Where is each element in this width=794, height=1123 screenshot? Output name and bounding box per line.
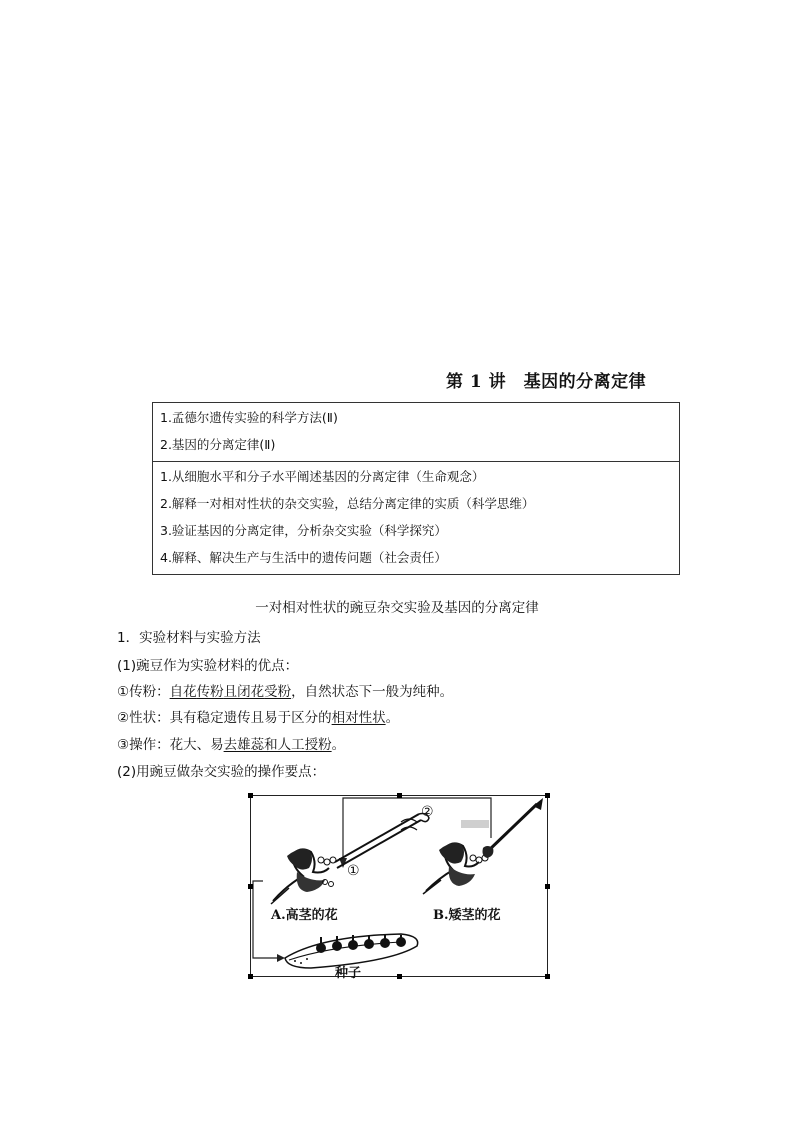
literacy-item: 2.解释一对相对性状的杂交实验，总结分离定律的实质（科学思维） — [160, 496, 535, 511]
underlined-text: 传粉 — [196, 684, 224, 700]
advantage-traits — [117, 706, 399, 726]
resize-handle[interactable] — [545, 974, 550, 979]
heading-experiment-materials: 1．实验材料与实验方法 — [117, 630, 261, 646]
label-tall-flower: A.高茎的花 — [271, 908, 338, 923]
advantage-operation — [117, 733, 345, 753]
resize-handle[interactable] — [397, 793, 402, 798]
underlined-answer: 去雄蕊和人工授粉 — [223, 737, 332, 753]
item-suffix: 。 — [385, 710, 400, 726]
flower-a-drawing — [271, 849, 336, 904]
resize-handle[interactable] — [545, 884, 550, 889]
subheading-advantages: (1)豌豆作为实验材料的优点： — [117, 658, 299, 674]
step-marker-2: ② — [421, 804, 434, 820]
flower-b-drawing — [423, 798, 543, 894]
forceps-drawing — [335, 814, 429, 869]
underlined-answer: 自花 — [169, 684, 197, 700]
subheading-operation-points: (2)用豌豆做杂交实验的操作要点： — [117, 764, 326, 780]
step-marker-1: ① — [347, 863, 360, 879]
underlined-text: 受粉 — [264, 684, 292, 700]
label-seed: 种子 — [335, 966, 362, 981]
literacy-item: 3.验证基因的分离定律，分析杂交实验（科学探究） — [160, 523, 447, 538]
item-prefix: ②性状：具有稳定遗传且易于区分的 — [117, 710, 332, 726]
resize-handle[interactable] — [248, 793, 253, 798]
item-suffix: 。 — [331, 737, 346, 753]
figure-drawing — [251, 796, 549, 978]
item-prefix: ③操作：花大、易 — [117, 737, 224, 753]
resize-handle[interactable] — [397, 974, 402, 979]
resize-handle[interactable] — [545, 793, 550, 798]
cross-pollination-figure — [250, 795, 548, 981]
label-dwarf-flower: B.矮茎的花 — [433, 908, 501, 923]
seed-arrow-head — [277, 954, 285, 962]
requirement-item: 1.孟德尔遗传实验的科学方法(Ⅱ) — [160, 410, 338, 425]
resize-handle[interactable] — [248, 974, 253, 979]
blurred-mark — [461, 820, 489, 828]
resize-handle[interactable] — [248, 884, 253, 889]
section-title: 一对相对性状的豌豆杂交实验及基因的分离定律 — [255, 600, 539, 616]
literacy-item: 1.从细胞水平和分子水平阐述基因的分离定律（生命观念） — [160, 469, 485, 484]
item-suffix: ，自然状态下一般为纯种。 — [291, 684, 454, 700]
literacy-item: 4.解释、解决生产与生活中的遗传问题（社会责任） — [160, 550, 447, 565]
lesson-title: 第 1 讲 基因的分离定律 — [446, 372, 647, 392]
advantage-pollination — [117, 680, 453, 700]
requirements-block — [153, 403, 679, 461]
underlined-answer: 相对性状 — [331, 710, 386, 726]
literacy-block — [153, 461, 679, 574]
requirement-item: 2.基因的分离定律(Ⅱ) — [160, 437, 276, 452]
underlined-answer: 且闭花 — [223, 684, 265, 700]
objectives-table — [152, 402, 680, 575]
item-prefix: ①传粉： — [117, 684, 170, 700]
